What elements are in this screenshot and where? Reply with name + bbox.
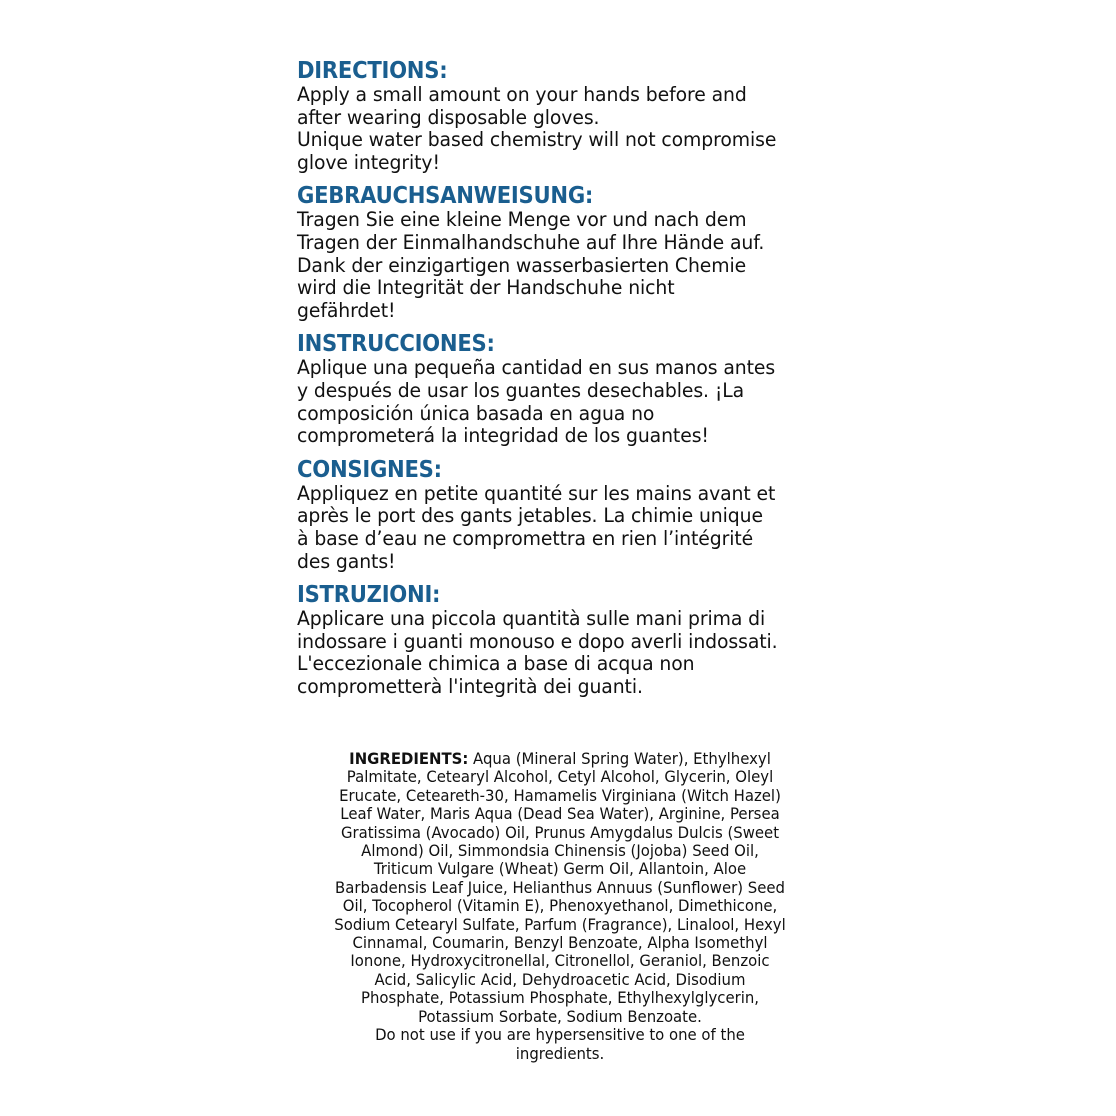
section-text-line: y después de usar los guantes desechables. ¡La <box>297 378 745 402</box>
section-heading: DIRECTIONS: <box>297 58 448 84</box>
section-text-line: Appliquez en petite quantité sur les mains avant et <box>297 481 776 505</box>
ingredients-line: Triticum Vulgare (Wheat) Germ Oil, Allantoin, Aloe <box>373 859 747 879</box>
section-text-line: Aplique una pequeña cantidad en sus manos antes <box>297 356 776 380</box>
section-text-line: gefährdet! <box>297 298 396 322</box>
warning-line: Do not use if you are hypersensitive to one of the <box>375 1025 745 1045</box>
section-text-line: indossare i guanti monouso e dopo averli indossati. <box>297 629 778 653</box>
section-gebrauchsanweisung <box>297 183 857 322</box>
ingredients-label: INGREDIENTS: <box>349 749 469 768</box>
ingredients-line: Potassium Sorbate, Sodium Benzoate. <box>418 1006 702 1026</box>
section-heading: ISTRUZIONI: <box>297 582 441 609</box>
ingredients-line: Sodium Cetearyl Sulfate, Parfum (Fragrance), Linalool, Hexyl <box>334 914 786 934</box>
section-text-line: après le port des gants jetables. La chimie unique <box>297 504 763 528</box>
ingredients-line: Palmitate, Cetearyl Alcohol, Cetyl Alcohol, Glycerin, Oleyl <box>346 767 774 787</box>
section-istruzioni <box>297 582 857 698</box>
section-text-line: Tragen der Einmalhandschuhe auf Ihre Hände auf. <box>297 230 765 254</box>
label-panel <box>297 58 857 707</box>
section-text-line: Applicare una piccola quantità sulle mani prima di <box>297 607 766 631</box>
section-text-line: Unique water based chemistry will not compromise <box>297 128 777 152</box>
section-instrucciones <box>297 331 857 447</box>
section-directions <box>297 58 857 174</box>
section-text-line: à base d’eau ne compromettra en rien l’intégrité <box>297 526 754 550</box>
section-text-line: composición única basada en agua no <box>297 401 655 425</box>
ingredients-block <box>300 750 820 1063</box>
ingredients-first-line: Aqua (Mineral Spring Water), Ethylhexyl <box>468 749 771 768</box>
section-heading: GEBRAUCHSANWEISUNG: <box>297 183 594 210</box>
ingredients-line: Ionone, Hydroxycitronellal, Citronellol, Geraniol, Benzoic <box>350 951 770 971</box>
ingredients-line: Cinnamal, Coumarin, Benzyl Benzoate, Alpha Isomethyl <box>352 933 768 953</box>
ingredients-line: Barbadensis Leaf Juice, Helianthus Annuus (Sunflower) Seed <box>335 877 785 897</box>
section-text-line: wird die Integrität der Handschuhe nicht <box>297 276 675 300</box>
ingredients-line: Erucate, Ceteareth-30, Hamamelis Virginiana (Witch Hazel) <box>339 785 781 805</box>
section-text-line: Tragen Sie eine kleine Menge vor und nach dem <box>297 208 747 232</box>
ingredients-line: Gratissima (Avocado) Oil, Prunus Amygdalus Dulcis (Sweet <box>340 822 780 842</box>
section-heading: CONSIGNES: <box>297 456 442 483</box>
warning-line: ingredients. <box>515 1043 605 1063</box>
section-text-line: L'eccezionale chimica a base di acqua non <box>297 652 695 676</box>
ingredients-line: Leaf Water, Maris Aqua (Dead Sea Water), Arginine, Persea <box>340 804 780 824</box>
section-text-line: Apply a small amount on your hands before and <box>297 83 747 106</box>
section-text-line: after wearing disposable gloves. <box>297 105 600 129</box>
section-text-line: Dank der einzigartigen wasserbasierten Chemie <box>297 253 747 277</box>
section-consignes <box>297 457 857 573</box>
ingredients-line: Acid, Salicylic Acid, Dehydroacetic Acid, Disodium <box>374 969 746 989</box>
section-heading: INSTRUCCIONES: <box>297 331 495 358</box>
section-text-line: des gants! <box>297 549 396 573</box>
ingredients-line: Phosphate, Potassium Phosphate, Ethylhexylglycerin, <box>360 988 760 1008</box>
section-text-line: comprometterà l'integrità dei guanti. <box>297 674 643 698</box>
ingredients-line: Oil, Tocopherol (Vitamin E), Phenoxyethanol, Dimethicone, <box>342 896 778 916</box>
section-text-line: comprometerá la integridad de los guantes! <box>297 424 709 448</box>
section-text-line: glove integrity! <box>297 150 440 174</box>
ingredients-line: Almond) Oil, Simmondsia Chinensis (Jojoba) Seed Oil, <box>361 841 759 861</box>
ingredients-line <box>318 750 802 768</box>
